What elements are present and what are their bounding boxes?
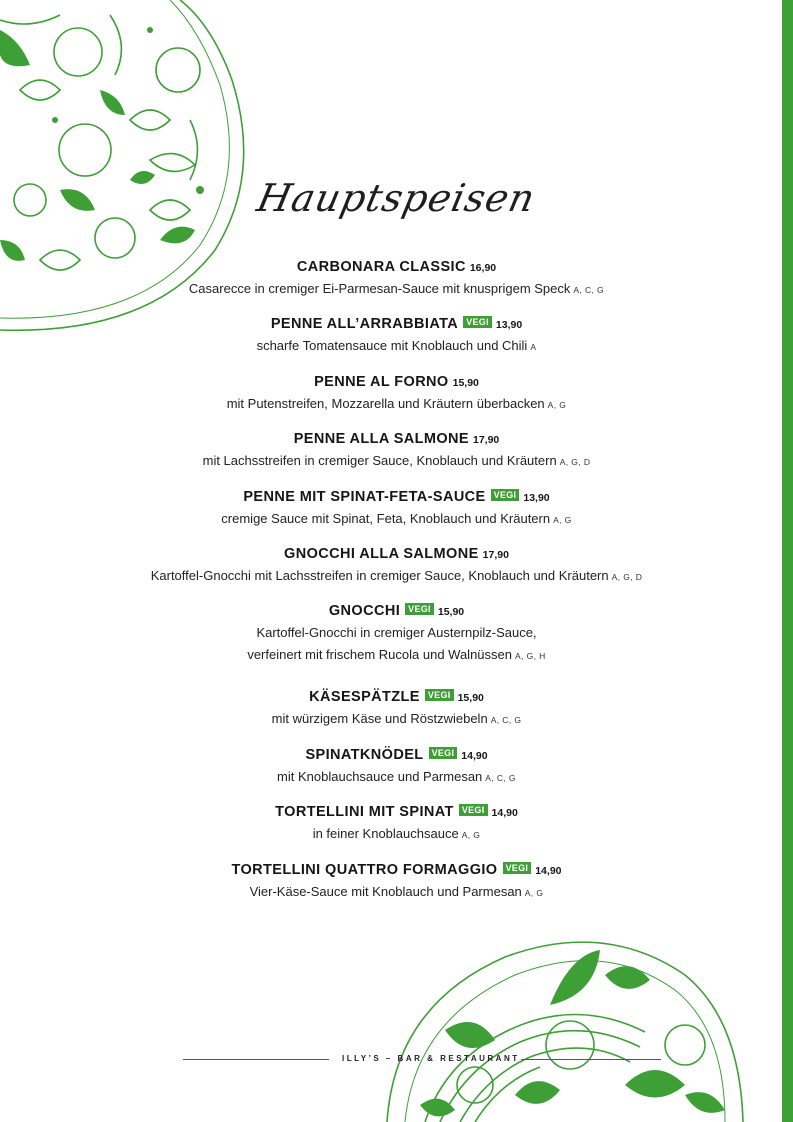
dish-description xyxy=(0,565,793,588)
dish-price: 16,90 xyxy=(469,262,497,274)
dish-price: 15,90 xyxy=(452,376,479,389)
dish-description xyxy=(0,335,793,358)
dish-name: GNOCCHI ALLA SALMONE xyxy=(284,545,479,562)
dish-description xyxy=(0,823,793,846)
dish-description xyxy=(0,766,793,789)
dish-description xyxy=(0,881,793,904)
dish-description-text: Kartoffel-Gnocchi mit Lachsstreifen in cremiger Sauce, Knoblauch und Kräutern xyxy=(150,567,609,583)
dish-description xyxy=(0,708,793,731)
menu-item xyxy=(0,686,793,743)
allergen-codes: A, C, G xyxy=(485,772,516,783)
dish-name: TORTELLINI MIT SPINAT xyxy=(275,804,454,821)
allergen-codes: A xyxy=(530,342,537,353)
menu-item-header xyxy=(0,256,793,278)
menu-item-header xyxy=(0,371,793,393)
menu-item-header xyxy=(0,313,793,335)
dish-description-text: mit Lachsstreifen in cremiger Sauce, Knoblauch und Kräutern xyxy=(202,453,557,469)
vegi-badge: VEGI xyxy=(459,804,488,816)
dish-description-text: verfeinert mit frischem Rucola und Walnüssen xyxy=(247,647,512,663)
section-heading xyxy=(0,176,793,220)
dish-price: 15,90 xyxy=(457,692,484,705)
dish-description-text: mit würzigem Käse und Röstzwiebeln xyxy=(271,711,488,727)
vegi-badge: VEGI xyxy=(405,603,434,615)
menu-item-header xyxy=(0,486,793,508)
vegi-badge: VEGI xyxy=(425,689,454,701)
menu-item-header xyxy=(0,600,793,622)
dish-name: PENNE MIT SPINAT-FETA-SAUCE xyxy=(243,488,486,505)
dish-name: CARBONARA CLASSIC xyxy=(296,259,466,275)
dish-price: 17,90 xyxy=(473,434,500,447)
dish-description-text: in feiner Knoblauchsauce xyxy=(312,826,459,842)
allergen-codes: A, G, D xyxy=(611,571,643,582)
dish-description xyxy=(0,622,793,644)
dish-description xyxy=(0,644,793,667)
vegi-badge: VEGI xyxy=(503,862,532,874)
menu-item xyxy=(0,543,793,600)
dish-description-text: scharfe Tomatensauce mit Knoblauch und Chili xyxy=(256,338,528,354)
dish-price: 13,90 xyxy=(523,491,550,504)
allergen-codes: A, G xyxy=(547,399,567,410)
dish-price: 13,90 xyxy=(495,319,523,332)
dish-name: PENNE ALLA SALMONE xyxy=(293,431,469,448)
dish-description-text: mit Knoblauchsauce und Parmesan xyxy=(277,768,483,784)
menu-item xyxy=(0,486,793,543)
menu-item-header xyxy=(0,543,793,565)
footer-divider-right xyxy=(521,1059,661,1060)
allergen-codes: A, G, D xyxy=(559,457,591,468)
menu-list xyxy=(0,256,793,916)
dish-description xyxy=(0,450,793,473)
allergen-codes: A, C, G xyxy=(573,285,605,295)
dish-price: 17,90 xyxy=(482,548,509,561)
dish-description xyxy=(0,508,793,531)
menu-item xyxy=(0,801,793,858)
footer-restaurant-name: ILLY’S – BAR & RESTAURANT xyxy=(342,1054,520,1063)
menu-item xyxy=(0,256,793,313)
allergen-codes: A, G xyxy=(553,514,572,525)
dish-name: GNOCCHI xyxy=(328,603,401,620)
menu-item xyxy=(0,371,793,428)
menu-item xyxy=(0,744,793,801)
dish-price: 14,90 xyxy=(535,864,562,877)
dish-description-text: Kartoffel-Gnocchi in cremiger Austernpilz-Sauce, xyxy=(256,625,537,641)
dish-description xyxy=(0,393,793,416)
dish-price: 14,90 xyxy=(491,807,518,820)
menu-item-header xyxy=(0,801,793,823)
vegi-badge: VEGI xyxy=(491,489,520,501)
menu-item-header xyxy=(0,744,793,766)
menu-item-header xyxy=(0,428,793,450)
dish-description-text: cremige Sauce mit Spinat, Feta, Knoblauch und Kräutern xyxy=(221,510,551,526)
footer xyxy=(0,1051,793,1067)
menu-item xyxy=(0,859,793,916)
vegi-badge: VEGI xyxy=(463,316,492,328)
dish-name: TORTELLINI QUATTRO FORMAGGIO xyxy=(231,861,498,878)
menu-item xyxy=(0,600,793,686)
menu-item-header xyxy=(0,859,793,881)
dish-name: KÄSESPÄTZLE xyxy=(309,689,420,706)
dish-description-text: mit Putenstreifen, Mozzarella und Kräutern überbacken xyxy=(226,395,545,411)
heading-text: Hauptspeisen xyxy=(253,176,540,220)
dish-name: PENNE ALL’ARRABBIATA xyxy=(270,316,459,333)
allergen-codes: A, G xyxy=(461,830,481,841)
allergen-codes: A, G xyxy=(524,887,544,898)
dish-price: 15,90 xyxy=(437,606,465,619)
menu-item xyxy=(0,313,793,370)
dish-name: SPINATKNÖDEL xyxy=(305,746,424,763)
allergen-codes: A, C, G xyxy=(490,715,522,726)
dish-description-text: Vier-Käse-Sauce mit Knoblauch und Parmesan xyxy=(249,883,522,899)
pasta-plate-illustration-bottom xyxy=(385,935,745,1122)
allergen-codes: A, G, H xyxy=(515,651,546,662)
vegi-badge: VEGI xyxy=(429,747,458,759)
menu-item-header xyxy=(0,686,793,708)
dish-description xyxy=(0,278,793,301)
dish-description-text: Casarecce in cremiger Ei-Parmesan-Sauce mit knusprigem Speck xyxy=(188,281,571,296)
footer-divider-left xyxy=(183,1059,329,1060)
menu-item xyxy=(0,428,793,485)
dish-price: 14,90 xyxy=(461,749,488,762)
dish-name: PENNE AL FORNO xyxy=(314,373,449,390)
